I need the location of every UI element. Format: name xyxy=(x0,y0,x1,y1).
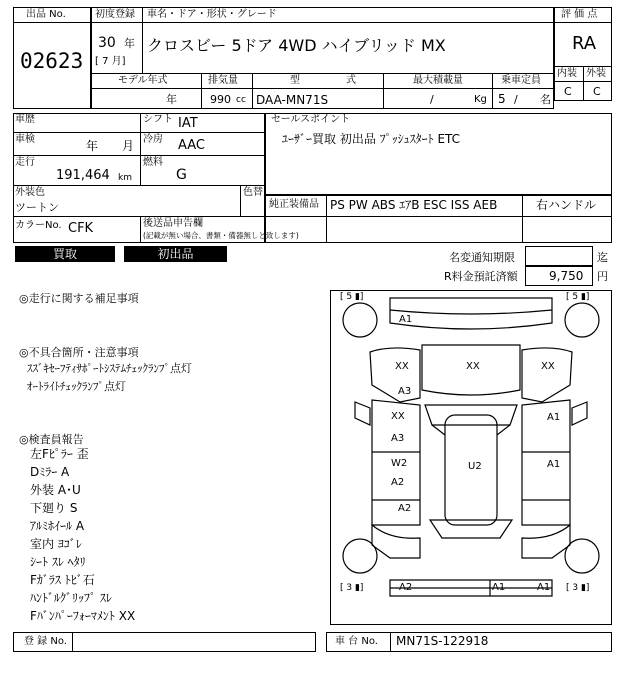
history-label: 車歴 xyxy=(15,114,35,125)
mark-hood: XX xyxy=(466,361,480,372)
color-change-label: 色替 xyxy=(243,187,263,198)
fuel: G xyxy=(176,167,187,183)
inspection-year: 年 xyxy=(86,139,99,153)
mark-right-front-door: A1 xyxy=(547,459,561,470)
right-front-fender-outline xyxy=(522,348,572,402)
car-name: クロスビー 5ドア 4WD ハイブリッド MX xyxy=(147,36,446,55)
aftermarket-label: 後送品申告欄 xyxy=(143,218,203,229)
displacement: 990 xyxy=(210,93,231,106)
capacity: 5 xyxy=(498,92,506,106)
mark-left-rear-door: A2 xyxy=(391,477,405,488)
defects-title: ◎不具合箇所・注意事項 xyxy=(19,346,139,359)
mark-left-rear-fender: A2 xyxy=(398,503,412,514)
rear-glass-outline xyxy=(430,520,512,538)
defect-item: ｵｰﾄﾗｲﾄﾁｪｯｸﾗﾝﾌﾟ点灯 xyxy=(27,380,126,393)
inspector-title: ◎検査員報告 xyxy=(19,433,84,446)
recycle-fee: 9,750 xyxy=(549,269,584,283)
fuel-label: 燃料 xyxy=(143,157,163,168)
color-number: CFK xyxy=(68,221,94,236)
equipment-label: 純正装備品 xyxy=(269,199,319,210)
left-front-fender-outline xyxy=(370,348,420,402)
tire-icon: ▮ xyxy=(354,583,360,593)
tire-front-left-label: [ 5 ▮] xyxy=(340,292,364,302)
aftermarket-note: (記載が無い場合、書類・備器無しと致します) xyxy=(143,231,299,240)
tire-icon: ▮ xyxy=(580,583,586,593)
tire-rear-left-label: [ 3 ▮] xyxy=(340,583,364,593)
defect-item: ｽｽﾞｷｾｰﾌﾃｨｻﾎﾟｰﾄｼｽﾃﾑﾁｪｯｸﾗﾝﾌﾟ点灯 xyxy=(27,362,192,375)
car-name-label: 車名・ドア・形状・グレード xyxy=(147,9,277,20)
displacement-label: 排気量 xyxy=(208,75,238,86)
capacity-separator: / xyxy=(514,93,518,106)
mark-rear-bumper: A2 xyxy=(399,582,413,593)
mark-left-rear-door: W2 xyxy=(391,458,408,469)
registration-number-label: 登 録 No. xyxy=(24,636,67,647)
model-year-label: モデル年式 xyxy=(118,75,168,86)
registration-year-unit: 年 xyxy=(124,37,135,50)
sales-point: ﾕｰｻﾞｰ買取 初出品 ﾌﾟｯｼｭｽﾀｰﾄ ETC xyxy=(282,132,461,146)
recycle-fee-unit: 円 xyxy=(597,270,608,283)
grade: RA xyxy=(572,33,597,54)
registration-year: 30 xyxy=(98,35,116,51)
driving-notes-title: ◎走行に関する補足事項 xyxy=(19,292,139,305)
capacity-unit: 名 xyxy=(540,93,551,106)
mileage-label: 走行 xyxy=(15,157,35,168)
inspector-item: ﾊﾝﾄﾞﾙｸﾞﾘｯﾌﾟ ｽﾚ xyxy=(30,591,112,605)
mark-right-front-fender: A1 xyxy=(547,412,561,423)
model-type: DAA-MN71S xyxy=(256,93,329,107)
mark-left-front-fender: A3 xyxy=(398,386,412,397)
ac-label: 冷房 xyxy=(143,134,163,145)
car-outline xyxy=(330,290,612,625)
steering-side: 右ハンドル xyxy=(536,198,597,212)
registration-month: [ 7 月] xyxy=(95,56,126,67)
shift-label: シフト xyxy=(143,114,173,125)
inspector-item: 外装 A･U xyxy=(30,483,81,497)
first-registration-label: 初度登録 xyxy=(95,9,135,20)
mark-left-front-door: XX xyxy=(391,411,405,422)
inspector-item: ｱﾙﾐﾎｲｰﾙ A xyxy=(30,519,85,533)
chassis-number: MN71S-122918 xyxy=(396,634,489,648)
inspector-item: Dﾐﾗｰ A xyxy=(30,465,70,479)
load-label: 最大積載量 xyxy=(413,75,463,86)
type-label: 型 式 xyxy=(290,75,374,86)
sales-point-box xyxy=(265,113,612,195)
sales-point-label: セールスポイント xyxy=(271,114,351,125)
inspector-item: 左Fﾋﾟﾗｰ 歪 xyxy=(30,447,89,461)
inspection-month: 月 xyxy=(122,139,135,153)
lot-number: 02623 xyxy=(20,49,84,73)
capacity-label: 乗車定員 xyxy=(501,75,541,86)
tire-icon: ▮ xyxy=(580,292,586,302)
mark-roof: U2 xyxy=(468,461,482,472)
mark-right-front-fender: XX xyxy=(541,361,555,372)
mark-left-front-door: A3 xyxy=(391,433,405,444)
load-value: / xyxy=(430,93,434,106)
color-label: 外装色 xyxy=(15,187,45,198)
name-change-unit: 迄 xyxy=(597,251,608,264)
model-year-unit: 年 xyxy=(166,93,177,106)
body-color: ツートン xyxy=(15,201,59,214)
tire-rear-right-label: [ 3 ▮] xyxy=(566,583,590,593)
equipment: PS PW ABS ｴｱB ESC ISS AEB xyxy=(330,198,498,212)
tire-icon: ▮ xyxy=(354,292,360,302)
lot-number-label: 出品 No. xyxy=(26,9,66,20)
shift: IAT xyxy=(178,116,198,131)
mark-left-front-fender: XX xyxy=(395,361,409,372)
name-change-box xyxy=(525,246,593,266)
tire-front-left xyxy=(343,303,377,337)
mark-front-bumper: A1 xyxy=(399,314,413,325)
mileage-unit: km xyxy=(118,173,132,183)
inspector-item: ｼｰﾄ ｽﾚ ﾍﾀﾘ xyxy=(30,555,86,569)
color-number-label: カラーNo. xyxy=(15,220,62,231)
inspector-item: Fｶﾞﾗｽ ﾄﾋﾞ石 xyxy=(30,573,95,587)
interior-label: 内装 xyxy=(557,68,577,79)
mark-rear-bumper: A1 xyxy=(537,582,551,593)
inspection-label: 車検 xyxy=(15,134,35,145)
mileage: 191,464 xyxy=(56,168,110,183)
tag-first-listing: 初出品 xyxy=(124,246,227,262)
grade-label: 評 価 点 xyxy=(561,9,598,20)
inspector-item: 下廻り S xyxy=(30,501,78,515)
chassis-number-label: 車 台 No. xyxy=(335,636,378,647)
mark-rear-bumper: A1 xyxy=(492,582,506,593)
air-conditioner: AAC xyxy=(178,138,205,153)
inspector-item: Fﾊﾞﾝﾊﾟｰﾌｫｰﾏﾒﾝﾄ XX xyxy=(30,609,136,623)
inspector-item: 室内 ﾖｺﾞﾚ xyxy=(30,537,82,551)
tire-front-right xyxy=(565,303,599,337)
right-body-outline xyxy=(522,400,570,525)
name-change-label: 名変通知期限 xyxy=(449,251,515,264)
tire-front-right-label: [ 5 ▮] xyxy=(566,292,590,302)
recycle-fee-label: R料金預託済額 xyxy=(444,270,518,283)
tag-buyout: 買取 xyxy=(15,246,115,262)
interior-grade: C xyxy=(564,85,572,98)
exterior-label: 外装 xyxy=(586,68,606,79)
load-unit: Kg xyxy=(474,94,487,105)
displacement-unit: cc xyxy=(236,95,246,105)
exterior-grade: C xyxy=(593,85,601,98)
